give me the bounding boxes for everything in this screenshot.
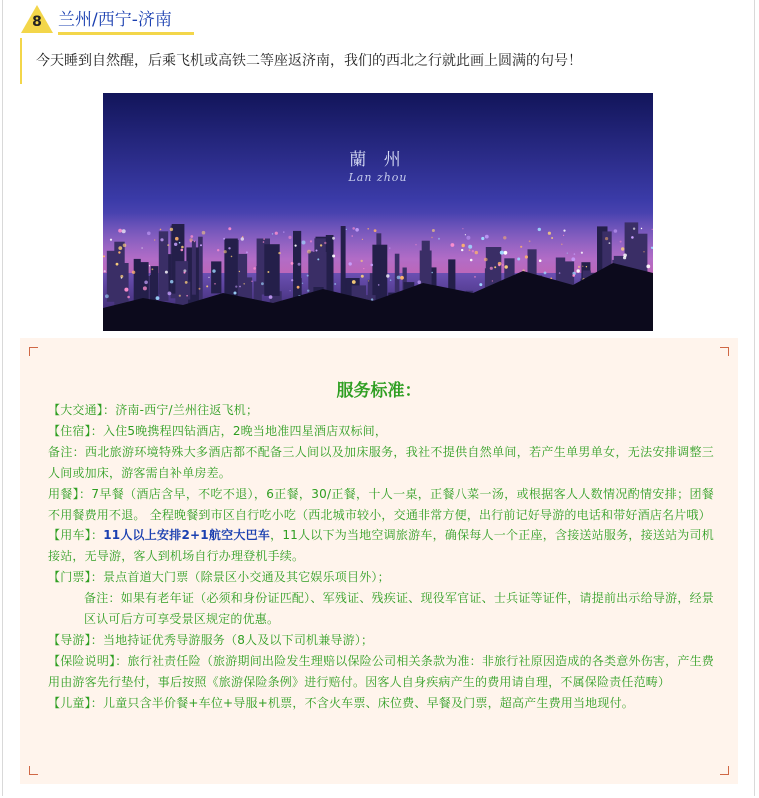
city-light <box>490 267 493 270</box>
service-body <box>48 400 714 714</box>
city-light <box>190 240 192 242</box>
city-light <box>179 242 181 244</box>
city-light <box>298 263 301 266</box>
city-light <box>302 241 306 245</box>
city-light <box>235 286 237 288</box>
city-light <box>561 244 563 246</box>
city-light <box>614 229 618 233</box>
service-lodging: 【住宿】：入住5晚携程四钻酒店，2晚当地准四星酒店双标间， <box>48 423 388 438</box>
city-light <box>243 283 245 285</box>
service-standard-box <box>20 338 738 784</box>
city-light <box>529 240 531 242</box>
skyline-building <box>211 261 221 293</box>
city-light <box>307 275 309 277</box>
corner-mark-top-right <box>720 347 729 356</box>
city-light <box>228 247 230 249</box>
corner-mark-bottom-left <box>29 766 38 775</box>
city-name-english: Lan zhou <box>348 171 408 184</box>
city-light <box>466 236 470 240</box>
city-light <box>224 250 227 253</box>
city-light <box>170 280 173 283</box>
city-light <box>462 244 465 247</box>
city-light <box>563 235 564 236</box>
city-light <box>505 265 508 268</box>
service-transport: 【大交通】：济南-西宁/兰州往返飞机； <box>48 403 259 417</box>
city-light <box>361 275 364 278</box>
city-light <box>278 252 280 254</box>
city-light <box>502 264 504 266</box>
skyline-building <box>107 251 115 302</box>
city-light <box>234 292 237 295</box>
city-light <box>122 229 126 233</box>
city-light <box>469 249 471 251</box>
city-light <box>578 266 580 268</box>
service-guide: 【导游】：当地持证优秀导游服务（8人及以下司机兼导游）； <box>48 632 374 647</box>
city-light <box>652 229 653 230</box>
city-light <box>141 247 143 249</box>
day-header <box>20 4 220 34</box>
city-light <box>184 272 186 274</box>
city-light <box>574 253 576 255</box>
city-light <box>231 256 233 258</box>
city-light <box>202 231 206 235</box>
city-light <box>525 255 528 258</box>
city-light <box>623 256 626 259</box>
city-light <box>175 237 179 241</box>
skyline-building <box>395 254 400 296</box>
city-light <box>272 233 273 234</box>
day-title: 兰州/西宁-济南 <box>58 10 172 30</box>
city-light <box>253 267 256 270</box>
service-children: 【儿童】：儿童只含半价餐+车位+导服+机票，不含火车票、床位费、早餐及门票，超高产生费用当地现付。 <box>48 695 634 710</box>
city-light <box>390 279 392 281</box>
city-light <box>571 257 575 261</box>
city-light <box>295 245 297 247</box>
city-light <box>156 296 160 300</box>
city-light <box>465 234 466 235</box>
city-light <box>538 228 541 231</box>
city-light <box>544 272 547 275</box>
city-light <box>181 246 184 249</box>
city-light <box>206 285 208 287</box>
city-light <box>567 253 568 254</box>
city-light <box>123 244 127 248</box>
vehicle-label: 【用车】： <box>48 528 104 543</box>
city-light <box>351 235 353 237</box>
city-light <box>251 281 252 282</box>
skyline-building <box>159 231 168 294</box>
city-light <box>223 238 225 240</box>
city-light <box>261 282 264 285</box>
city-light <box>397 276 401 280</box>
city-light <box>170 228 173 231</box>
city-light <box>472 250 474 252</box>
skyline-building <box>134 259 141 304</box>
skyline-building <box>182 282 190 300</box>
city-light <box>474 276 476 278</box>
city-light <box>484 258 488 262</box>
city-light <box>297 286 300 289</box>
city-light <box>288 236 291 239</box>
city-light <box>168 292 172 296</box>
city-light <box>620 241 622 243</box>
city-light <box>352 227 355 230</box>
city-light <box>246 251 248 253</box>
title-underline <box>58 32 194 35</box>
city-light <box>462 228 463 229</box>
city-light <box>470 259 473 262</box>
city-light <box>352 280 356 284</box>
vehicle-rest: ，11人以下为当地空调旅游车，确保每人一个正座，含接送站服务，接送站为司机接站，无导游，客人到机场自行办理登机手续。 <box>48 528 714 564</box>
skyline-building <box>224 239 237 298</box>
city-light <box>290 290 291 291</box>
city-light <box>451 243 455 247</box>
skyline-building <box>192 241 196 295</box>
city-light <box>124 288 128 292</box>
city-light <box>418 280 422 284</box>
city-light <box>239 286 241 288</box>
city-light <box>118 251 120 253</box>
city-light <box>431 237 432 238</box>
service-tickets-note: 备注：如果有老年证（必须和身份证匹配）、军残证、残疾证、现役军官证、士兵证等证件，请提前出示给导游，经景区认可后方可享受景区规定的优惠。 <box>84 591 714 627</box>
city-light <box>461 249 463 251</box>
city-light <box>633 228 635 230</box>
city-light <box>132 271 135 274</box>
city-light <box>179 295 181 297</box>
city-light <box>160 229 162 231</box>
city-light <box>346 229 347 230</box>
city-light <box>307 290 309 292</box>
skyline-building <box>381 259 385 296</box>
city-light <box>103 255 105 257</box>
city-light <box>378 284 380 286</box>
city-light <box>291 262 294 265</box>
city-light <box>212 269 215 272</box>
skyline-building <box>341 226 346 304</box>
city-light <box>118 246 122 250</box>
city-light <box>367 228 369 230</box>
city-light <box>167 244 169 246</box>
city-light <box>181 249 184 252</box>
city-light <box>389 247 390 248</box>
lanzhou-night-photo <box>103 93 653 331</box>
city-light <box>275 232 278 235</box>
city-light <box>363 268 364 269</box>
city-light <box>291 279 293 281</box>
city-light <box>361 260 363 262</box>
intro-accent-bar <box>20 38 22 84</box>
city-light <box>371 298 373 300</box>
city-light <box>386 274 389 277</box>
city-light <box>368 280 369 281</box>
city-light <box>539 259 542 262</box>
city-light <box>494 266 496 268</box>
city-light <box>144 281 148 285</box>
city-light <box>160 238 163 241</box>
city-light <box>572 274 575 277</box>
city-light <box>190 235 193 238</box>
city-light <box>214 283 216 285</box>
city-light <box>551 237 553 239</box>
cityscape-image <box>103 93 653 331</box>
city-light <box>431 272 433 274</box>
city-light <box>332 255 335 258</box>
city-name-chinese: 蘭 州 <box>349 150 407 170</box>
city-light <box>577 269 580 272</box>
city-light <box>582 266 583 267</box>
city-light <box>149 265 150 266</box>
city-light <box>400 276 404 280</box>
city-light <box>199 288 201 290</box>
service-vehicle <box>48 525 714 567</box>
city-light <box>110 239 112 241</box>
city-light <box>631 236 634 239</box>
city-light <box>563 230 565 232</box>
city-light <box>316 250 318 252</box>
city-light <box>374 229 377 232</box>
city-light <box>320 244 322 246</box>
city-light <box>127 296 130 299</box>
city-light <box>194 241 196 243</box>
city-light <box>324 242 326 244</box>
city-light <box>104 270 106 272</box>
city-light <box>503 236 506 239</box>
city-light <box>165 271 168 274</box>
city-light <box>349 262 352 265</box>
city-light <box>621 247 624 250</box>
city-light <box>517 258 520 261</box>
city-light <box>239 271 240 272</box>
city-light <box>485 235 489 239</box>
service-tickets: 【门票】：景点首道大门票（除景区小交通及其它娱乐项目外）； <box>48 570 390 585</box>
city-light <box>479 283 482 286</box>
city-light <box>371 264 374 267</box>
city-light <box>609 242 611 244</box>
city-light <box>269 295 273 299</box>
city-light <box>185 281 188 284</box>
vehicle-highlight: 11人以上安排2+1航空大巴车 <box>103 528 271 543</box>
city-light <box>415 244 416 245</box>
skyline-building <box>264 244 279 296</box>
city-light <box>438 238 440 240</box>
city-light <box>263 238 265 240</box>
city-light <box>498 264 500 266</box>
city-light <box>118 229 122 233</box>
service-lodging-note: 备注：西北旅游环境特殊大多酒店都不配备三人间以及加床服务，我社不提供自然单间，若产生单男单女，无法安排调整三人间或加床，游客需自补单房差。 <box>48 444 714 480</box>
city-light <box>362 239 363 240</box>
city-light <box>641 228 642 229</box>
city-light <box>143 286 147 290</box>
city-light <box>492 280 493 281</box>
city-light <box>302 283 303 284</box>
city-light <box>581 252 583 254</box>
city-light <box>267 271 269 273</box>
city-light <box>334 283 336 285</box>
service-meals: 用餐】：7早餐（酒店含早，不吃不退），6正餐，30/正餐，十人一桌，正餐八菜一汤，或根据客人人数情况酌情安排；团餐不用餐费用不退。 全程晚餐到市区自行吃小吃（西北城市较小，交通非常方便，出行前记好导游的电话和带好酒店名片哦） <box>48 486 714 522</box>
city-light <box>481 237 484 240</box>
skyline-building <box>119 263 129 304</box>
city-light <box>643 251 644 252</box>
city-light <box>174 243 177 246</box>
city-light <box>121 277 123 279</box>
city-light <box>208 277 209 278</box>
city-light <box>241 237 244 240</box>
city-light <box>116 263 119 266</box>
service-title: 服务标准： <box>336 381 422 401</box>
city-light <box>646 265 650 269</box>
city-light <box>586 266 587 267</box>
day-intro-text: 今天睡到自然醒，后乘飞机或高铁二等座返济南，我们的西北之行就此画上圆满的句号！ <box>36 53 582 69</box>
city-light <box>504 251 508 255</box>
city-light <box>475 251 478 254</box>
city-light <box>355 228 359 232</box>
city-light <box>152 268 154 270</box>
day-number: 8 <box>32 14 42 30</box>
service-insurance: 【保险说明】：旅行社责任险（旅游期间出险发生理赔以保险公司相关条款为准：非旅行社原因造成的各类意外伤害，产生费用由游客先行垫付，事后按照《旅游保险条例》进行赔付。因客人自身疾病产生的费用请自理，不属保险责任范畴） <box>48 653 714 689</box>
corner-mark-bottom-right <box>720 766 729 775</box>
city-light <box>520 246 522 248</box>
city-light <box>605 237 608 240</box>
city-light <box>263 241 265 243</box>
city-light <box>307 250 311 254</box>
city-light <box>283 231 284 232</box>
city-light <box>432 229 435 232</box>
city-light <box>548 232 551 235</box>
corner-mark-top-left <box>29 347 38 356</box>
city-light <box>217 249 219 251</box>
city-light <box>559 272 561 274</box>
city-light <box>186 295 188 297</box>
city-light <box>228 227 231 230</box>
city-light <box>332 237 335 240</box>
city-light <box>105 294 109 298</box>
city-light <box>147 232 151 236</box>
city-light <box>468 245 472 249</box>
city-light <box>154 239 155 240</box>
city-light <box>200 244 202 246</box>
city-light <box>317 258 319 260</box>
city-light <box>310 240 312 242</box>
city-light <box>500 251 504 255</box>
